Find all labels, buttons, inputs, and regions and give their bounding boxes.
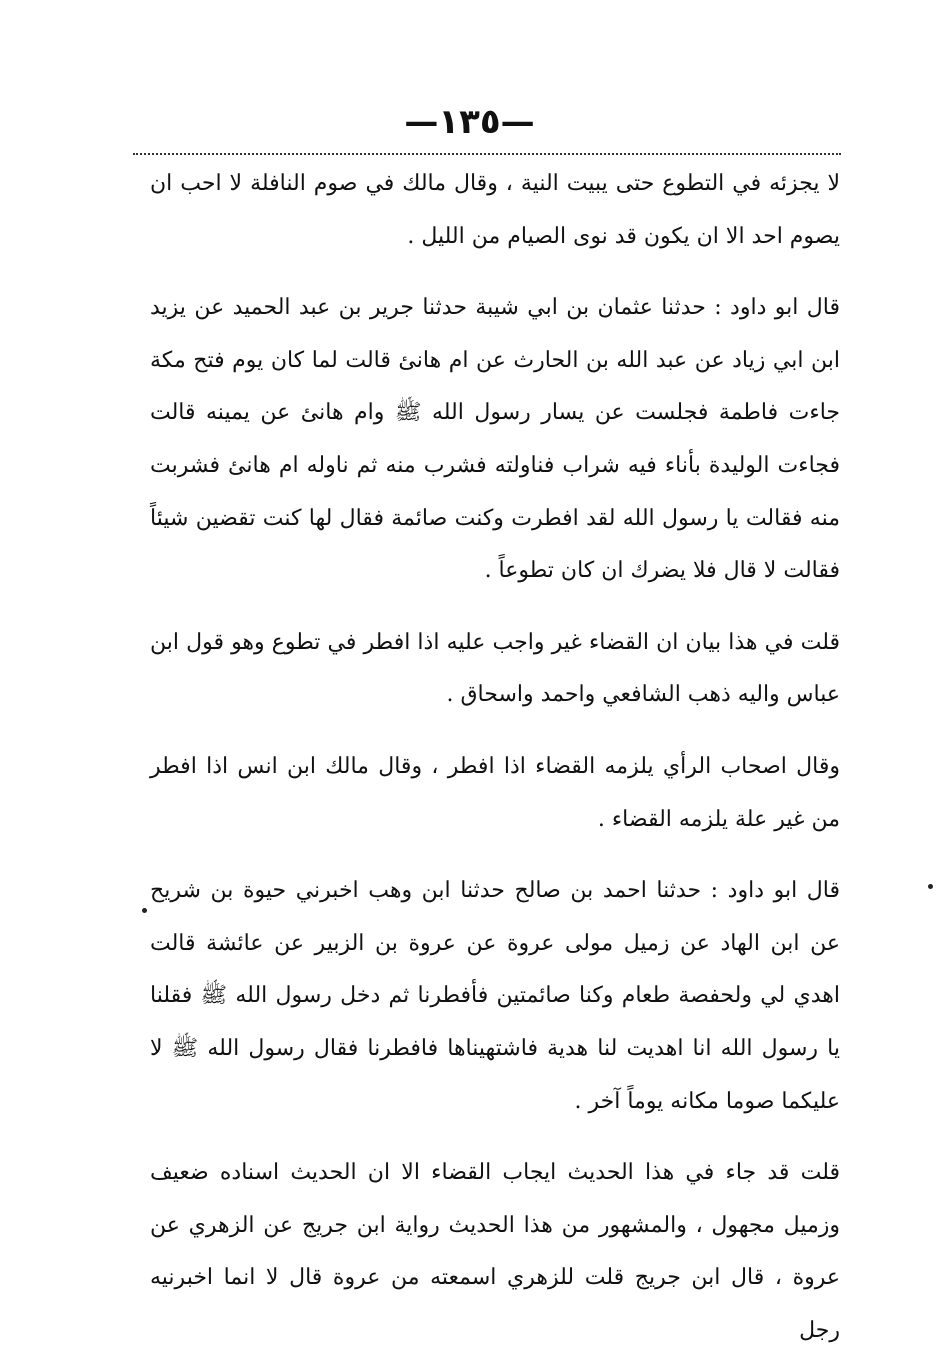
margin-speck [928,884,933,889]
body-text [150,158,840,1357]
paragraph: قال ابو داود : حدثنا عثمان بن ابي شيبة حدثنا جرير بن عبد الحميد عن يزيد ابن ابي زياد عن عبد الله بن الحارث عن ام هانئ قالت لما كان يوم فتح مكة جاءت فاطمة فجلست عن يسار رسول الله ﷺ وام هانئ عن يمينه قالت فجاءت الوليدة بأناء فيه شراب فناولته فشرب منه ثم ناوله ام هانئ فشربت منه فقالت يا رسول الله لقد افطرت وكنت صائمة فقال لها كنت تقضين شيئاً فقالت لا قال فلا يضرك ان كان تطوعاً . [150,295,840,584]
paragraph: لا يجزئه في التطوع حتى يبيت النية ، وقال مالك في صوم النافلة لا احب ان يصوم احد الا ان يكون قد نوى الصيام من الليل . [150,171,840,249]
page-number: —١٣٥— [404,102,535,142]
header-divider [133,153,841,155]
paragraph: وقال اصحاب الرأي يلزمه القضاء اذا افطر ، وقال مالك ابن انس اذا افطر من غير علة يلزمه القضاء . [150,753,840,832]
paragraph: قلت قد جاء في هذا الحديث ايجاب القضاء الا ان الحديث اسناده ضعيف وزميل مجهول ، والمشهور من هذا الحديث رواية ابن جريج عن الزهري عن عروة ، قال ابن جريج قلت للزهري اسمعته من عروة قال لا انما اخبرنيه رجل [150,1160,840,1343]
paragraph: قال ابو داود : حدثنا احمد بن صالح حدثنا ابن وهب اخبرني حيوة بن شريح عن ابن الهاد عن زميل مولى عروة عن عروة بن الزبير عن عائشة قالت اهدي لي ولحفصة طعام وكنا صائمتين فأفطرنا ثم دخل رسول الله ﷺ فقلنا يا رسول الله انا اهديت لنا هدية فاشتهيناها فافطرنا فقال رسول الله ﷺ لا عليكما صوما مكانه يوماً آخر . [150,878,840,1114]
paragraph: قلت في هذا بيان ان القضاء غير واجب عليه اذا افطر في تطوع وهو قول ابن عباس واليه ذهب الشافعي واحمد واسحاق . [150,629,840,708]
margin-speck [142,908,147,913]
